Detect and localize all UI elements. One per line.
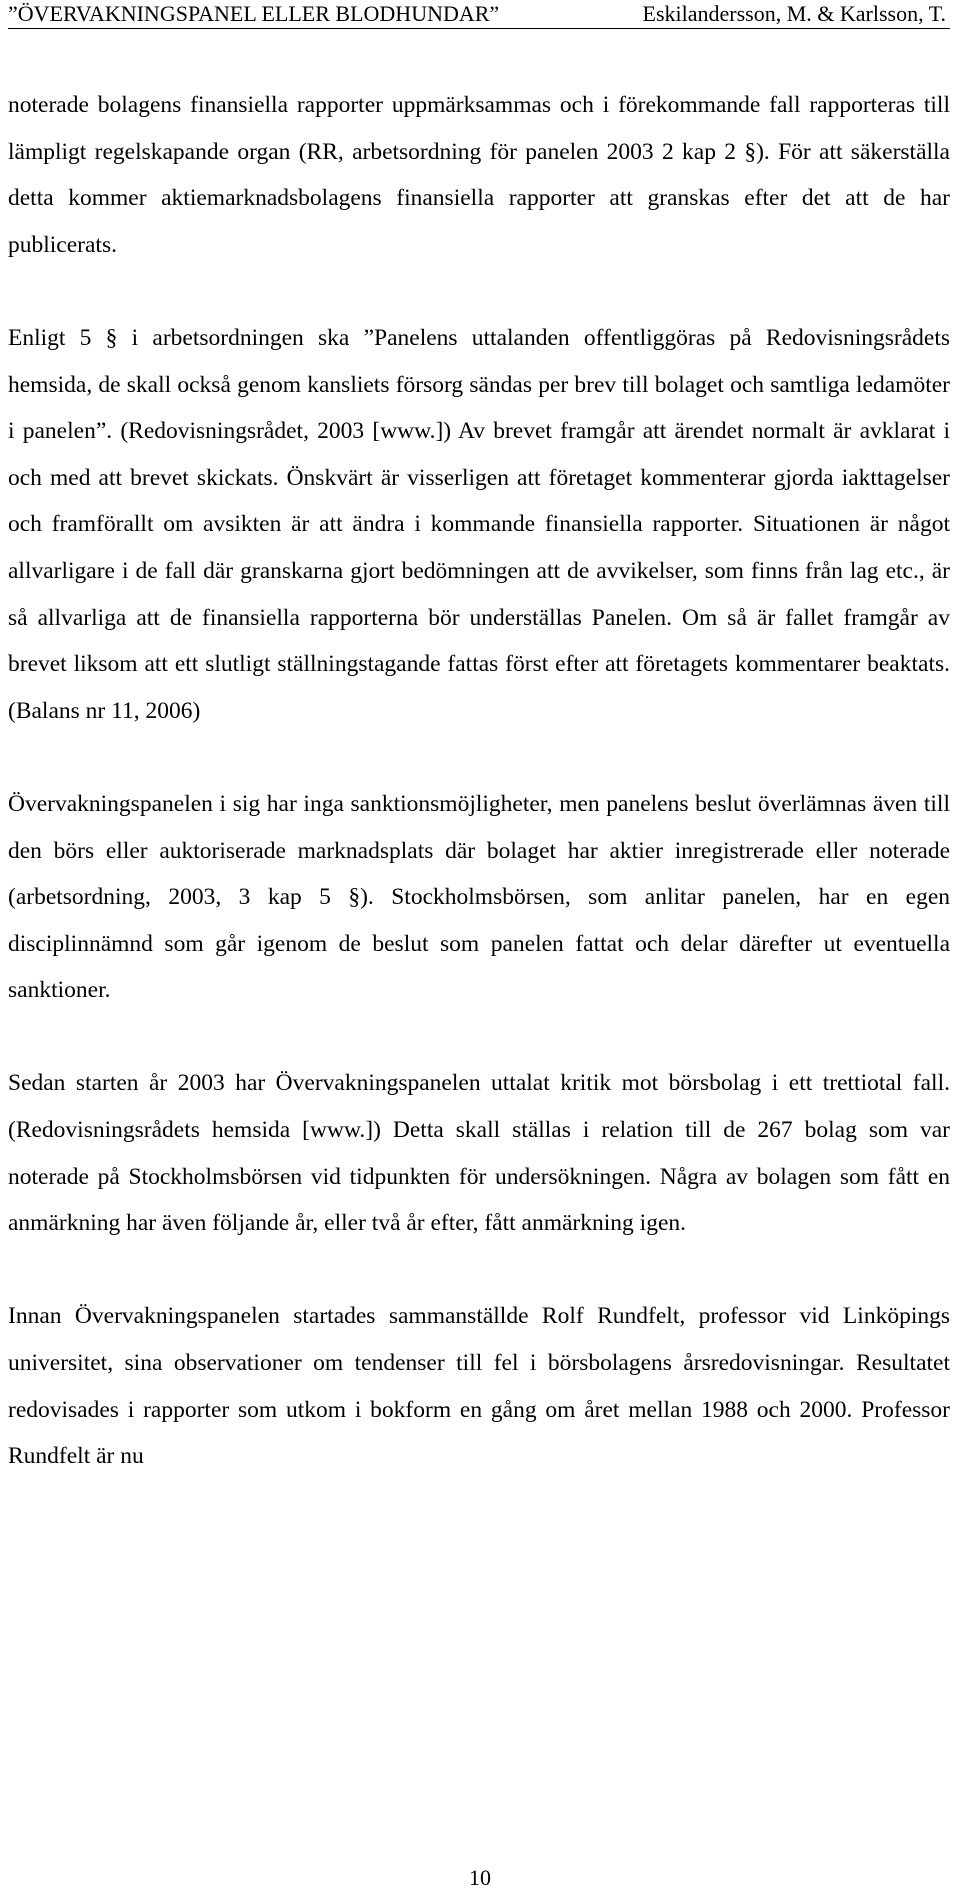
header-authors: Eskilandersson, M. & Karlsson, T. <box>642 1 946 26</box>
paragraph-criticism-stats: Sedan starten år 2003 har Övervakningspanelen uttalat kritik mot börsbolag i ett trettiotal fall. (Redovisningsrådets hemsida [www.]) Detta skall ställas i relation till de 267 bolag som var noterade på Stockholmsbörsen vid tidpunkten för undersökningen. Några av bolagen som fått en anmärkning har även följande år, eller två år efter, fått anmärkning igen. <box>8 1070 950 1237</box>
paragraph-spacer <box>8 1247 950 1294</box>
page-number: 10 <box>469 1865 491 1890</box>
body-text <box>8 82 950 1480</box>
paragraph-spacer <box>8 1014 950 1061</box>
paragraph-sanctions: Övervakningspanelen i sig har inga sanktionsmöjligheter, men panelens beslut överlämnas även till den börs eller auktoriserade marknadsplats där bolaget har aktier inregistrerade eller noterade (arbetsordning, 2003, 3 kap 5 §). Stockholmsbörsen, som anlitar panelen, har en egen disciplinnämnd som går igenom de beslut som panelen fattat och delar därefter ut eventuella sanktioner. <box>8 790 950 1004</box>
header-divider <box>8 28 950 29</box>
paragraph-spacer <box>8 734 950 781</box>
paragraph-spacer <box>8 268 950 315</box>
paragraph-rundfelt: Innan Övervakningspanelen startades sammanställde Rolf Rundfelt, professor vid Linköpings universitet, sina observationer om tendenser till fel i börsbolagens årsredovisningar. Resultatet redovisades i rapporter som utkom i bokform en gång om året mellan 1988 och 2000. Professor Rundfelt är nu <box>8 1303 950 1470</box>
header-title: ”ÖVERVAKNINGSPANEL ELLER BLODHUNDAR” <box>8 1 500 26</box>
paragraph-panel-statements: Enligt 5 § i arbetsordningen ska ”Panelens uttalanden offentliggöras på Redovisningsrådets hemsida, de skall också genom kansliets försorg sändas per brev till bolaget och samtliga ledamöter i panelen”. (Redovisningsrådet, 2003 [www.]) Av brevet framgår att ärendet normalt är avklarat i och med att brevet skickats. Önskvärt är visserligen att företaget kommenterar gjorda iakttagelser och framförallt om avsikten är att ändra i kommande finansiella rapporter. Situationen är något allvarligare i de fall där granskarna gjort bedömningen att de avvikelser, som finns från lag etc., är så allvarliga att de finansiella rapporterna bör underställas Panelen. Om så är fallet framgår av brevet liksom att ett slutligt ställningstagande fattas först efter att företagets kommentarer beaktats. (Balans nr 11, 2006) <box>8 324 950 724</box>
paragraph-continuation: noterade bolagens finansiella rapporter uppmärksammas och i förekommande fall rapporteras till lämpligt regelskapande organ (RR, arbetsordning för panelen 2003 2 kap 2 §). För att säkerställa detta kommer aktiemarknadsbolagens finansiella rapporter att granskas efter det att de har publicerats. <box>8 92 950 258</box>
running-header <box>0 2 950 26</box>
